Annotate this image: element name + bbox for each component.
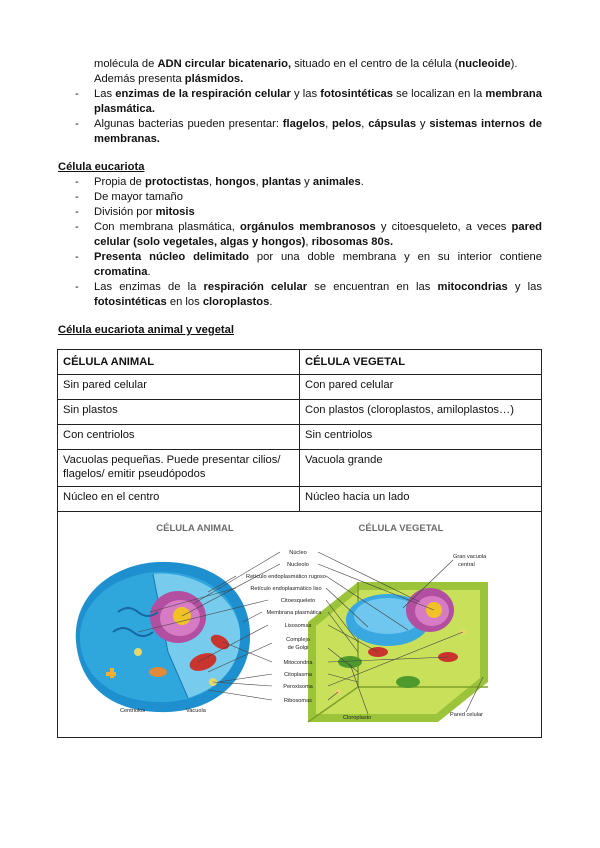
- plant-cell-illustration: [308, 582, 488, 722]
- diagram-title-animal: CÉLULA ANIMAL: [156, 523, 234, 534]
- column-header-animal: CÉLULA ANIMAL: [58, 350, 300, 375]
- label-pared: Pared celular: [450, 712, 483, 718]
- list-item: - Las enzimas de la respiración celular y las fotosintéticas se localizan en la membrana plasmática.: [75, 88, 542, 115]
- table-cell: Vacuolas pequeñas. Puede presentar cilios/ flagelos/ emitir pseudópodos: [58, 450, 300, 487]
- cell-diagram-cell: [58, 512, 542, 738]
- list-item: - Propia de protoctistas, hongos, plantas y animales.: [75, 176, 364, 188]
- list-item: - División por mitosis: [75, 206, 195, 218]
- label-golgi-1: Complejo: [286, 637, 310, 643]
- label-peroxisoma: Peroxisoma: [283, 684, 313, 690]
- figure-row: [58, 512, 542, 738]
- label-gran-vacuola-1: Gran vacuola: [453, 554, 487, 560]
- label-rer: Retículo endoplasmático rugoso: [246, 574, 326, 580]
- table-cell: Con pared celular: [300, 375, 542, 400]
- label-gran-vacuola-2: central: [458, 562, 475, 568]
- table-cell: Con plastos (cloroplastos, amiloplastos…): [300, 400, 542, 425]
- animal-cell-illustration: [76, 562, 250, 712]
- list-item: - Presenta núcleo delimitado por una doble membrana y en su interior contiene cromatina.: [75, 251, 542, 278]
- label-golgi-2: de Golgi: [287, 645, 309, 651]
- table-header-row: [58, 350, 542, 375]
- list-item: - Con membrana plasmática, orgánulos membranosos y citoesqueleto, a veces pared celular (solo vegetales, algas y hongos), ribosomas 80s.: [75, 221, 543, 248]
- comparison-table: [57, 349, 542, 738]
- diagram-title-plant: CÉLULA VEGETAL: [358, 523, 444, 534]
- column-header-plant: CÉLULA VEGETAL: [300, 350, 542, 375]
- label-membrana: Membrana plasmática: [266, 610, 322, 616]
- table-cell: Con centriolos: [58, 425, 300, 450]
- label-centriolos: Centriolos: [120, 708, 146, 714]
- label-cloroplasto: Cloroplasto: [343, 715, 372, 721]
- table-row: [58, 400, 542, 425]
- table-row: [58, 375, 542, 400]
- table-cell: Vacuola grande: [300, 450, 542, 487]
- list-item: - Las enzimas de la respiración celular se encuentran en las mitocondrias y las fotosintéticas en los cloroplastos.: [75, 281, 542, 308]
- cell-diagram: [58, 512, 540, 732]
- label-nucleo: Núcleo: [289, 550, 307, 556]
- intro-line-2: Además presenta plásmidos.: [94, 73, 244, 85]
- table-cell: Núcleo hacia un lado: [300, 487, 542, 512]
- label-citoplasma: Citoplasma: [284, 672, 312, 678]
- table-cell: Núcleo en el centro: [58, 487, 300, 512]
- list-item: - De mayor tamaño: [75, 191, 183, 203]
- table-cell: Sin pared celular: [58, 375, 300, 400]
- label-vacuola: Vacuola: [186, 708, 206, 714]
- section-heading-animal-vegetal: Célula eucariota animal y vegetal: [58, 324, 234, 336]
- label-nucleolo: Nucleolo: [287, 562, 309, 568]
- section-heading-eucariota: Célula eucariota: [58, 161, 145, 173]
- list-item: - Algunas bacterias pueden presentar: flagelos, pelos, cápsulas y sistemas internos de membranas.: [75, 118, 543, 145]
- label-ser: Retículo endoplasmático liso: [250, 586, 322, 592]
- table-cell: Sin centriolos: [300, 425, 542, 450]
- table-row: [58, 450, 542, 487]
- intro-line-1: molécula de ADN circular bicatenario, situado en el centro de la célula (nucleoide).: [94, 58, 518, 70]
- label-lisosomas: Lisosomas: [284, 623, 312, 629]
- label-ribosomas: Ribosomas: [284, 698, 312, 704]
- table-row: [58, 487, 542, 512]
- table-cell: Sin plastos: [58, 400, 300, 425]
- label-citoesqueleto: Citoesqueleto: [280, 598, 316, 604]
- label-mitocondria: Mitocondria: [283, 660, 313, 666]
- table-row: [58, 425, 542, 450]
